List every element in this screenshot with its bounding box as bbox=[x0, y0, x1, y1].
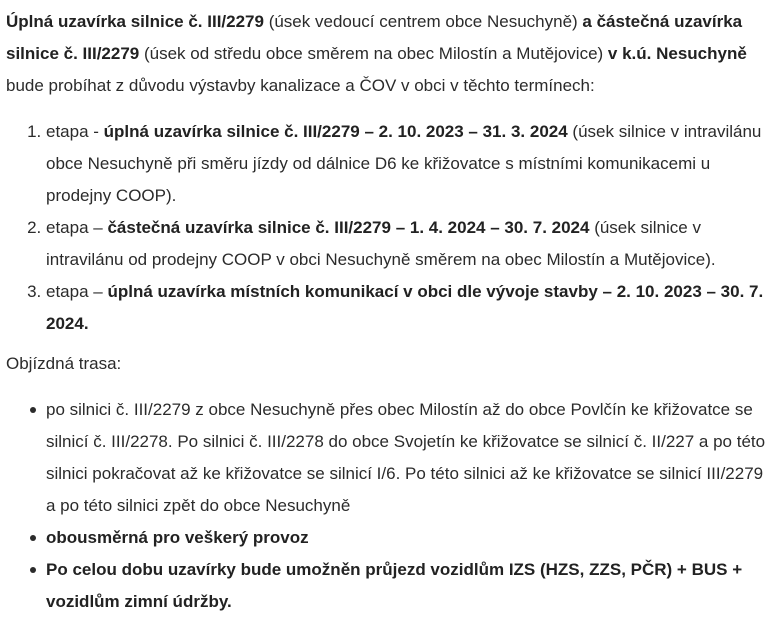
intro-text-1: (úsek vedoucí centrem obce Nesuchyně) bbox=[263, 12, 583, 31]
intro-bold-3: v k.ú. Nesuchyně bbox=[607, 44, 747, 63]
detour-item-traffic: obousměrná pro veškerý provoz bbox=[46, 522, 767, 554]
stages-list bbox=[6, 116, 767, 340]
stage-item-3: 3. etapa – úplná uzavírka místních komunikací v obci dle vývoje stavby – 2. 10. 2023 – 30. 7. 2024. bbox=[46, 276, 767, 340]
detour-heading: Objízdná trasa: bbox=[6, 354, 122, 373]
intro-bold-2: a částečná uzavírka silnice č. III/2279 bbox=[6, 12, 743, 63]
stage-item-2: 2. etapa – částečná uzavírka silnice č. III/2279 – 1. 4. 2024 – 30. 7. 2024 (úsek silnice v intravilánu od prodejny COOP v obci Nesuchyně směrem na obec Milostín a Mutějovice). bbox=[46, 212, 767, 276]
detour-list bbox=[6, 394, 767, 618]
stage-bold: úplná uzavírka silnice č. III/2279 – 2. 10. 2023 – 31. 3. 2024 bbox=[103, 122, 568, 141]
detour-item-access: Po celou dobu uzavírky bude umožněn průjezd vozidlům IZS (HZS, ZZS, PČR) + BUS + vozidlům zimní údržby. bbox=[46, 554, 767, 618]
intro-text-3: bude probíhat z důvodu výstavby kanalizace a ČOV v obci v těchto termínech: bbox=[6, 76, 595, 95]
intro-text-2: (úsek od středu obce směrem na obec Milostín a Mutějovice) bbox=[139, 44, 608, 63]
bullet-icon bbox=[30, 535, 36, 541]
bullet-icon bbox=[30, 567, 36, 573]
intro-bold-1: Úplná uzavírka silnice č. III/2279 bbox=[6, 12, 264, 31]
intro-paragraph bbox=[6, 6, 767, 102]
detour-item-route: po silnici č. III/2279 z obce Nesuchyně přes obec Milostín až do obce Povlčín ke křižovatce se silnicí č. III/2278. Po silnici č. III/2278 do obce Svojetín ke křižovatce se silnicí č. II/227 a po této silnici pokračovat až ke křižovatce se silnicí I/6. Po této silnici až ke křižovatce se silnicí III/2279 a po této silnici zpět do obce Nesuchyně bbox=[46, 394, 767, 522]
bullet-icon bbox=[30, 407, 36, 413]
stage-item-1: 1. etapa - úplná uzavírka silnice č. III/2279 – 2. 10. 2023 – 31. 3. 2024 (úsek silnice v intravilánu obce Nesuchyně při směru jízdy od dálnice D6 ke křižovatce s místními komunikacemi u prodejny COOP). bbox=[46, 116, 767, 212]
stage-bold: částečná uzavírka silnice č. III/2279 – 1. 4. 2024 – 30. 7. 2024 bbox=[107, 218, 590, 237]
stage-bold: úplná uzavírka místních komunikací v obci dle vývoje stavby – 2. 10. 2023 – 30. 7. 2024. bbox=[46, 282, 764, 333]
